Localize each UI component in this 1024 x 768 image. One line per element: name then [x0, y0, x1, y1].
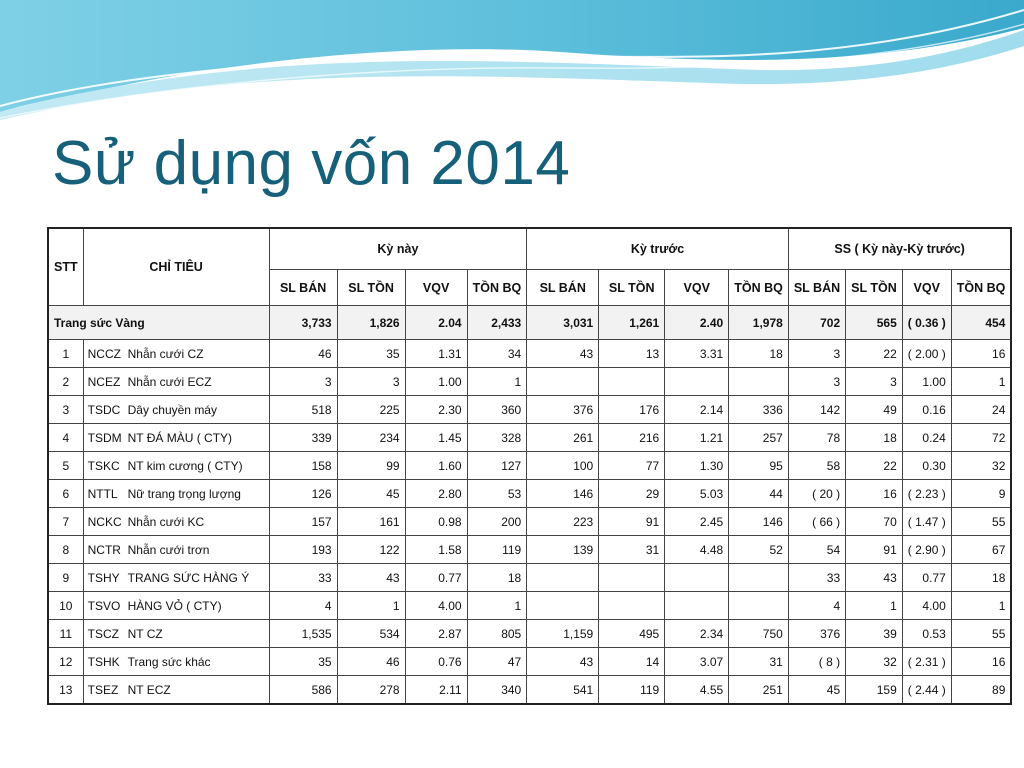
- row-value-cell: 0.24: [902, 424, 951, 452]
- row-value-cell: 278: [337, 676, 405, 705]
- row-value-cell: 46: [269, 340, 337, 368]
- row-value-cell: 5.03: [665, 480, 729, 508]
- row-stt: 8: [48, 536, 83, 564]
- row-value-cell: 1: [467, 368, 527, 396]
- row-name: HÀNG VỎ ( CTY): [127, 598, 222, 613]
- row-value-cell: 95: [729, 452, 789, 480]
- row-chi-tieu: [83, 452, 269, 480]
- header-wave-decoration: [0, 0, 1024, 130]
- row-value-cell: [729, 592, 789, 620]
- row-value-cell: 126: [269, 480, 337, 508]
- row-value-cell: 3.31: [665, 340, 729, 368]
- row-value-cell: 33: [269, 564, 337, 592]
- row-value-cell: 119: [467, 536, 527, 564]
- row-value-cell: 43: [527, 340, 599, 368]
- row-value-cell: 127: [467, 452, 527, 480]
- row-value-cell: 158: [269, 452, 337, 480]
- row-value-cell: 193: [269, 536, 337, 564]
- row-name: Nhẫn cưới ECZ: [127, 374, 212, 389]
- row-value-cell: [599, 592, 665, 620]
- row-value-cell: [599, 368, 665, 396]
- row-value-cell: 360: [467, 396, 527, 424]
- row-value-cell: 336: [729, 396, 789, 424]
- row-value-cell: 176: [599, 396, 665, 424]
- row-value-cell: [665, 368, 729, 396]
- row-value-cell: 200: [467, 508, 527, 536]
- row-value-cell: 91: [846, 536, 903, 564]
- row-value-cell: 159: [846, 676, 903, 705]
- total-cell: 3,031: [527, 306, 599, 340]
- row-value-cell: 4.00: [902, 592, 951, 620]
- row-stt: 6: [48, 480, 83, 508]
- table-row: [48, 340, 1011, 368]
- row-code: TSDC: [87, 402, 121, 417]
- sub-header-cell: VQV: [665, 270, 729, 306]
- row-value-cell: 0.77: [902, 564, 951, 592]
- row-name: Dây chuyền máy: [127, 402, 217, 417]
- row-value-cell: 2.34: [665, 620, 729, 648]
- row-value-cell: 31: [599, 536, 665, 564]
- row-value-cell: 3: [337, 368, 405, 396]
- total-cell: 454: [951, 306, 1011, 340]
- row-stt: 9: [48, 564, 83, 592]
- row-value-cell: [599, 564, 665, 592]
- row-value-cell: 1: [337, 592, 405, 620]
- row-name: NT CZ: [127, 626, 163, 641]
- header-chi-tieu: CHỈ TIÊU: [83, 228, 269, 306]
- row-chi-tieu: [83, 648, 269, 676]
- row-chi-tieu: [83, 480, 269, 508]
- row-value-cell: 1: [951, 592, 1011, 620]
- table-row: [48, 564, 1011, 592]
- row-value-cell: 22: [846, 340, 903, 368]
- sub-header-cell: SL BÁN: [269, 270, 337, 306]
- row-value-cell: 32: [951, 452, 1011, 480]
- row-value-cell: 35: [269, 648, 337, 676]
- row-code: TSHK: [87, 654, 120, 669]
- row-value-cell: ( 2.31 ): [902, 648, 951, 676]
- row-value-cell: 157: [269, 508, 337, 536]
- row-value-cell: 3: [269, 368, 337, 396]
- row-value-cell: 1.31: [405, 340, 467, 368]
- row-value-cell: 1.45: [405, 424, 467, 452]
- row-value-cell: 3: [846, 368, 903, 396]
- row-name: TRANG SỨC HÀNG Ý: [127, 570, 250, 585]
- row-chi-tieu: [83, 564, 269, 592]
- row-value-cell: ( 2.44 ): [902, 676, 951, 705]
- row-value-cell: 1: [951, 368, 1011, 396]
- row-value-cell: 234: [337, 424, 405, 452]
- row-chi-tieu: [83, 340, 269, 368]
- row-chi-tieu: [83, 508, 269, 536]
- header-stt: STT: [48, 228, 83, 306]
- row-value-cell: 91: [599, 508, 665, 536]
- row-value-cell: 122: [337, 536, 405, 564]
- row-value-cell: 518: [269, 396, 337, 424]
- row-value-cell: 750: [729, 620, 789, 648]
- row-stt: 3: [48, 396, 83, 424]
- row-value-cell: 77: [599, 452, 665, 480]
- row-chi-tieu: [83, 368, 269, 396]
- row-value-cell: 16: [846, 480, 903, 508]
- row-value-cell: 0.53: [902, 620, 951, 648]
- row-value-cell: 49: [846, 396, 903, 424]
- row-value-cell: 29: [599, 480, 665, 508]
- row-value-cell: 53: [467, 480, 527, 508]
- row-value-cell: 4: [269, 592, 337, 620]
- row-value-cell: 44: [729, 480, 789, 508]
- row-value-cell: 4: [788, 592, 845, 620]
- row-chi-tieu: [83, 592, 269, 620]
- row-value-cell: 1.60: [405, 452, 467, 480]
- row-value-cell: 2.30: [405, 396, 467, 424]
- row-name: Nhẫn cưới trơn: [127, 542, 210, 557]
- row-value-cell: 3.07: [665, 648, 729, 676]
- row-value-cell: [527, 368, 599, 396]
- row-value-cell: 16: [951, 340, 1011, 368]
- sub-header-cell: TỒN BQ: [729, 270, 789, 306]
- table-row: [48, 480, 1011, 508]
- row-value-cell: 4.48: [665, 536, 729, 564]
- sub-header-cell: SL BÁN: [527, 270, 599, 306]
- row-value-cell: 55: [951, 620, 1011, 648]
- row-stt: 7: [48, 508, 83, 536]
- row-value-cell: 18: [729, 340, 789, 368]
- row-stt: 5: [48, 452, 83, 480]
- row-value-cell: 534: [337, 620, 405, 648]
- row-value-cell: 1.58: [405, 536, 467, 564]
- row-value-cell: 1.00: [405, 368, 467, 396]
- row-value-cell: [665, 564, 729, 592]
- row-stt: 11: [48, 620, 83, 648]
- row-value-cell: 376: [527, 396, 599, 424]
- header-group-so-sanh: SS ( Kỳ này-Kỳ trước): [788, 228, 1011, 270]
- sub-header-cell: SL TỒN: [846, 270, 903, 306]
- row-value-cell: 67: [951, 536, 1011, 564]
- row-value-cell: 18: [467, 564, 527, 592]
- row-name: Nữ trang trọng lượng: [127, 486, 241, 501]
- row-value-cell: 2.45: [665, 508, 729, 536]
- row-code: TSCZ: [87, 626, 119, 641]
- total-cell: ( 0.36 ): [902, 306, 951, 340]
- row-name: NT ĐÁ MÀU ( CTY): [127, 430, 233, 445]
- row-value-cell: [527, 564, 599, 592]
- row-code: NCKC: [87, 514, 122, 529]
- table-row: [48, 452, 1011, 480]
- row-value-cell: 0.16: [902, 396, 951, 424]
- row-value-cell: 89: [951, 676, 1011, 705]
- row-value-cell: 58: [788, 452, 845, 480]
- row-value-cell: 18: [951, 564, 1011, 592]
- row-value-cell: 0.76: [405, 648, 467, 676]
- row-chi-tieu: [83, 536, 269, 564]
- row-value-cell: 1.00: [902, 368, 951, 396]
- row-value-cell: 142: [788, 396, 845, 424]
- row-name: NT kim cương ( CTY): [127, 458, 243, 473]
- sub-header-cell: SL TỒN: [599, 270, 665, 306]
- row-stt: 2: [48, 368, 83, 396]
- row-value-cell: 45: [788, 676, 845, 705]
- row-value-cell: 161: [337, 508, 405, 536]
- total-cell: 2.40: [665, 306, 729, 340]
- row-value-cell: 18: [846, 424, 903, 452]
- row-value-cell: 1.21: [665, 424, 729, 452]
- row-value-cell: 495: [599, 620, 665, 648]
- row-value-cell: 225: [337, 396, 405, 424]
- row-value-cell: 146: [729, 508, 789, 536]
- row-value-cell: 9: [951, 480, 1011, 508]
- row-value-cell: ( 8 ): [788, 648, 845, 676]
- slide-title: Sử dụng vốn 2014: [52, 129, 571, 198]
- row-value-cell: 1: [467, 592, 527, 620]
- row-value-cell: 0.30: [902, 452, 951, 480]
- sub-header-cell: TỒN BQ: [951, 270, 1011, 306]
- row-value-cell: [729, 368, 789, 396]
- row-value-cell: 13: [599, 340, 665, 368]
- row-stt: 4: [48, 424, 83, 452]
- row-value-cell: 1,535: [269, 620, 337, 648]
- row-code: TSVO: [87, 598, 121, 613]
- row-chi-tieu: [83, 620, 269, 648]
- row-value-cell: 3: [788, 340, 845, 368]
- total-cell: 2,433: [467, 306, 527, 340]
- row-value-cell: 43: [527, 648, 599, 676]
- row-value-cell: 3: [788, 368, 845, 396]
- row-value-cell: 34: [467, 340, 527, 368]
- row-stt: 13: [48, 676, 83, 705]
- table-row: [48, 648, 1011, 676]
- header-group-ky-truoc: Kỳ trước: [527, 228, 789, 270]
- row-value-cell: 100: [527, 452, 599, 480]
- row-value-cell: 257: [729, 424, 789, 452]
- table-row: [48, 592, 1011, 620]
- table-row: [48, 676, 1011, 705]
- header-group-ky-nay: Kỳ này: [269, 228, 527, 270]
- row-chi-tieu: [83, 424, 269, 452]
- row-value-cell: 139: [527, 536, 599, 564]
- row-value-cell: 216: [599, 424, 665, 452]
- row-value-cell: ( 2.23 ): [902, 480, 951, 508]
- table-row: [48, 536, 1011, 564]
- table-row: [48, 424, 1011, 452]
- row-value-cell: ( 2.90 ): [902, 536, 951, 564]
- row-value-cell: 223: [527, 508, 599, 536]
- sub-header-cell: TỒN BQ: [467, 270, 527, 306]
- row-value-cell: 4.00: [405, 592, 467, 620]
- row-value-cell: 541: [527, 676, 599, 705]
- row-name: Nhẫn cưới KC: [127, 514, 205, 529]
- total-cell: 2.04: [405, 306, 467, 340]
- row-value-cell: 35: [337, 340, 405, 368]
- row-value-cell: 45: [337, 480, 405, 508]
- row-value-cell: 340: [467, 676, 527, 705]
- total-cell: 1,826: [337, 306, 405, 340]
- row-value-cell: 16: [951, 648, 1011, 676]
- row-value-cell: 43: [337, 564, 405, 592]
- row-value-cell: 99: [337, 452, 405, 480]
- table-row: [48, 508, 1011, 536]
- row-name: Trang sức khác: [127, 654, 211, 669]
- row-code: TSEZ: [87, 682, 119, 697]
- row-value-cell: 39: [846, 620, 903, 648]
- sub-header-cell: VQV: [405, 270, 467, 306]
- row-value-cell: 2.87: [405, 620, 467, 648]
- row-value-cell: 0.77: [405, 564, 467, 592]
- row-value-cell: 2.80: [405, 480, 467, 508]
- row-value-cell: 78: [788, 424, 845, 452]
- row-value-cell: 72: [951, 424, 1011, 452]
- row-value-cell: 46: [337, 648, 405, 676]
- row-value-cell: 805: [467, 620, 527, 648]
- row-value-cell: 33: [788, 564, 845, 592]
- total-cell: 3,733: [269, 306, 337, 340]
- row-code: TSKC: [87, 458, 120, 473]
- row-code: NTTL: [87, 486, 118, 501]
- row-value-cell: 52: [729, 536, 789, 564]
- row-value-cell: 0.98: [405, 508, 467, 536]
- row-value-cell: [729, 564, 789, 592]
- row-value-cell: ( 1.47 ): [902, 508, 951, 536]
- row-value-cell: 586: [269, 676, 337, 705]
- row-value-cell: 70: [846, 508, 903, 536]
- row-value-cell: 2.14: [665, 396, 729, 424]
- total-label: Trang sức Vàng: [48, 306, 269, 340]
- row-value-cell: 146: [527, 480, 599, 508]
- row-code: NCEZ: [87, 374, 121, 389]
- row-code: NCCZ: [87, 346, 121, 361]
- row-code: TSDM: [87, 430, 122, 445]
- row-value-cell: 2.11: [405, 676, 467, 705]
- row-value-cell: 261: [527, 424, 599, 452]
- row-value-cell: 119: [599, 676, 665, 705]
- total-cell: 702: [788, 306, 845, 340]
- row-value-cell: 24: [951, 396, 1011, 424]
- row-value-cell: [527, 592, 599, 620]
- table-row: [48, 620, 1011, 648]
- row-value-cell: ( 66 ): [788, 508, 845, 536]
- row-value-cell: 32: [846, 648, 903, 676]
- total-cell: 1,978: [729, 306, 789, 340]
- row-value-cell: 376: [788, 620, 845, 648]
- row-chi-tieu: [83, 676, 269, 705]
- row-stt: 1: [48, 340, 83, 368]
- table-row: [48, 368, 1011, 396]
- row-stt: 10: [48, 592, 83, 620]
- row-code: NCTR: [87, 542, 121, 557]
- row-value-cell: ( 20 ): [788, 480, 845, 508]
- row-value-cell: ( 2.00 ): [902, 340, 951, 368]
- row-value-cell: 55: [951, 508, 1011, 536]
- row-value-cell: [665, 592, 729, 620]
- table-row: [48, 396, 1011, 424]
- row-value-cell: 4.55: [665, 676, 729, 705]
- row-value-cell: 339: [269, 424, 337, 452]
- row-value-cell: 14: [599, 648, 665, 676]
- total-cell: 565: [846, 306, 903, 340]
- row-stt: 12: [48, 648, 83, 676]
- row-code: TSHY: [87, 570, 120, 585]
- row-value-cell: 1.30: [665, 452, 729, 480]
- sub-header-cell: SL BÁN: [788, 270, 845, 306]
- total-cell: 1,261: [599, 306, 665, 340]
- capital-usage-table-wrap: [47, 227, 1012, 705]
- row-value-cell: 1: [846, 592, 903, 620]
- row-value-cell: 31: [729, 648, 789, 676]
- row-value-cell: 43: [846, 564, 903, 592]
- row-value-cell: 328: [467, 424, 527, 452]
- row-name: Nhẫn cưới CZ: [127, 346, 204, 361]
- row-name: NT ECZ: [127, 682, 171, 697]
- sub-header-cell: SL TỒN: [337, 270, 405, 306]
- row-value-cell: 22: [846, 452, 903, 480]
- row-chi-tieu: [83, 396, 269, 424]
- row-value-cell: 1,159: [527, 620, 599, 648]
- row-value-cell: 251: [729, 676, 789, 705]
- row-value-cell: 54: [788, 536, 845, 564]
- row-value-cell: 47: [467, 648, 527, 676]
- capital-usage-table: [47, 227, 1012, 705]
- total-row: [48, 306, 1011, 340]
- sub-header-cell: VQV: [902, 270, 951, 306]
